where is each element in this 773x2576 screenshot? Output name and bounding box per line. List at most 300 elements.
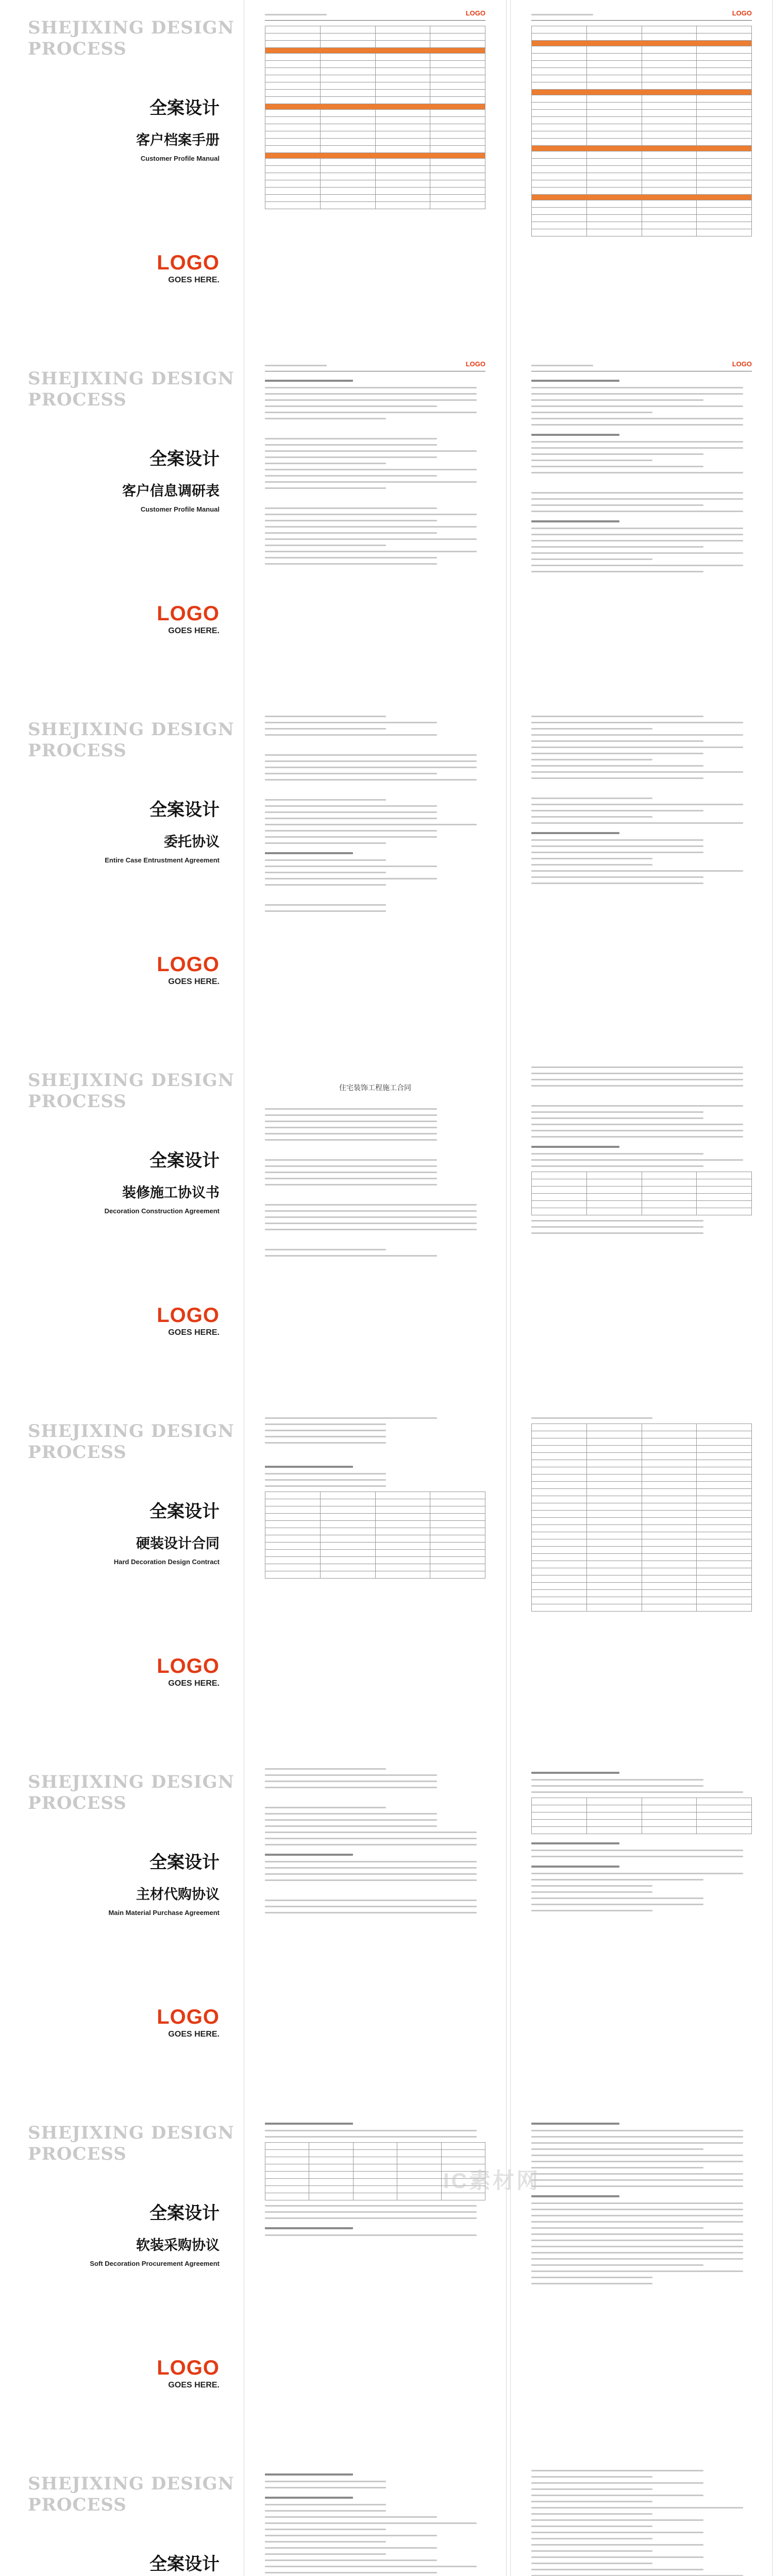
text-line	[531, 565, 743, 566]
table-cell	[320, 54, 375, 61]
table-cell	[532, 139, 587, 146]
table-row	[532, 1208, 752, 1215]
document-page-right	[510, 1754, 773, 2105]
table-cell	[586, 222, 642, 229]
table-cell	[265, 1499, 321, 1506]
table-row	[265, 41, 485, 48]
table-cell	[532, 1539, 587, 1547]
text-line	[531, 771, 743, 773]
text-line	[265, 1912, 477, 1913]
table-cell	[532, 131, 587, 139]
table-cell	[532, 103, 587, 110]
text-line	[531, 1220, 703, 1222]
table-cell	[375, 146, 430, 153]
table-cell	[532, 159, 587, 166]
table-cell	[430, 1499, 485, 1506]
page-content	[531, 1062, 752, 1388]
text-line	[265, 2487, 386, 2488]
text-line	[531, 1904, 703, 1905]
table-cell	[397, 2172, 441, 2179]
table-cell	[697, 1201, 752, 1208]
table-row	[532, 1424, 752, 1431]
cover-subtitle: 软装采购协议	[136, 2238, 220, 2253]
text-line	[531, 418, 743, 419]
table-row	[532, 1460, 752, 1467]
cover-main-title: 全案设计	[149, 2554, 220, 2574]
table-row	[532, 1482, 752, 1489]
table-row	[532, 1604, 752, 1612]
text-line	[265, 842, 386, 844]
table-row	[265, 166, 485, 173]
logo-tagline: GOES HERE.	[168, 2030, 220, 2039]
page-content	[531, 9, 752, 335]
text-line	[265, 904, 386, 906]
text-line	[265, 1781, 437, 1782]
text-line	[531, 552, 743, 554]
text-line	[265, 779, 477, 781]
cover-title-block	[114, 1500, 220, 1566]
table-cell	[532, 1179, 587, 1187]
table-cell	[430, 33, 485, 41]
cover-subtitle: 客户信息调研表	[122, 483, 220, 499]
text-line	[531, 1873, 743, 1874]
text-line	[265, 507, 437, 509]
cover-english-title: Decoration Construction Agreement	[104, 1207, 220, 1215]
cover-heading	[28, 719, 234, 761]
section-heading-line	[531, 380, 619, 382]
cover-main-title: 全案设计	[149, 98, 220, 118]
table-cell	[375, 124, 430, 131]
table-cell	[586, 1820, 642, 1827]
table-row	[532, 46, 752, 54]
cover-english-title: Soft Decoration Procurement Agreement	[90, 2260, 220, 2267]
text-line	[531, 2221, 743, 2223]
table-cell	[586, 1446, 642, 1453]
table-row	[532, 95, 752, 103]
table-row	[532, 1597, 752, 1604]
table-cell	[265, 1514, 321, 1521]
text-line	[265, 2529, 386, 2530]
table-cell	[697, 1438, 752, 1446]
table-cell	[697, 1446, 752, 1453]
table-cell	[532, 1208, 587, 1215]
table-cell	[532, 180, 587, 188]
table-cell	[265, 2157, 309, 2164]
table-row	[532, 222, 752, 229]
table-cell	[642, 1208, 697, 1215]
table-cell	[375, 97, 430, 104]
table-cell	[586, 1590, 642, 1597]
table-cell	[642, 26, 697, 33]
document-page-right	[510, 1403, 773, 1754]
text-line	[265, 716, 386, 717]
text-line	[265, 2211, 477, 2213]
table-row	[265, 2150, 485, 2157]
table-cell	[532, 33, 587, 41]
table-cell	[697, 1475, 752, 1482]
table-cell	[697, 33, 752, 41]
text-line	[265, 2560, 437, 2561]
table-row	[265, 180, 485, 188]
page-header	[531, 360, 752, 371]
table-cell	[430, 1543, 485, 1550]
table-cell	[375, 173, 430, 180]
table-cell	[532, 1820, 587, 1827]
table-cell	[642, 1172, 697, 1179]
table-cell	[309, 2179, 353, 2186]
table-cell	[532, 61, 587, 68]
table-cell	[397, 2179, 441, 2186]
table-row	[532, 1446, 752, 1453]
text-line	[531, 2519, 703, 2521]
text-line	[265, 824, 477, 825]
table-cell	[532, 1172, 587, 1179]
text-line	[265, 1165, 437, 1167]
table-cell	[532, 1575, 587, 1583]
table-band-row	[265, 153, 485, 159]
table-cell	[265, 61, 321, 68]
header-note	[531, 360, 593, 371]
table-cell	[697, 110, 752, 117]
text-line	[265, 520, 437, 521]
section-heading-line	[531, 520, 619, 522]
form-table	[531, 1172, 752, 1215]
text-line	[265, 2510, 386, 2512]
table-cell	[430, 90, 485, 97]
table-cell	[586, 180, 642, 188]
document-page-left	[244, 0, 507, 351]
cover-heading-line1: SHEJIXING DESIGN	[28, 2123, 234, 2143]
text-line	[265, 1787, 437, 1788]
table-row	[532, 1568, 752, 1575]
table-cell	[586, 117, 642, 124]
text-line	[531, 1885, 652, 1887]
table-cell	[586, 139, 642, 146]
table-cell	[586, 1805, 642, 1812]
text-line	[531, 2155, 743, 2156]
table-row	[532, 110, 752, 117]
header-note	[265, 360, 327, 371]
text-line	[265, 767, 477, 768]
text-line	[531, 876, 703, 878]
table-cell	[532, 229, 587, 236]
table-cell	[642, 117, 697, 124]
text-line	[265, 2130, 477, 2131]
text-line	[531, 734, 743, 736]
text-line	[265, 412, 477, 413]
table-cell	[375, 90, 430, 97]
text-line	[265, 910, 386, 912]
text-line	[531, 822, 743, 824]
table-cell	[265, 2193, 309, 2200]
table-row	[532, 208, 752, 215]
table-cell	[697, 124, 752, 131]
table-cell	[532, 1597, 587, 1604]
table-row	[265, 124, 485, 131]
text-line	[265, 551, 477, 552]
table-cell	[375, 1506, 430, 1514]
table-row	[265, 173, 485, 180]
table-cell	[532, 1482, 587, 1489]
table-cell	[697, 1467, 752, 1475]
table-cell	[320, 1550, 375, 1557]
text-line	[265, 538, 477, 540]
table-cell	[697, 1496, 752, 1503]
table-cell	[697, 95, 752, 103]
table-cell	[532, 222, 587, 229]
table-cell	[320, 131, 375, 139]
table-cell	[532, 75, 587, 82]
document-page-left	[244, 2456, 507, 2576]
cover-row	[0, 702, 773, 1053]
text-line	[531, 2569, 703, 2570]
form-table	[531, 1423, 752, 1612]
table-cell	[697, 139, 752, 146]
page-content	[265, 2114, 485, 2441]
text-line	[265, 2572, 437, 2573]
text-line	[265, 1436, 386, 1437]
table-row	[532, 1539, 752, 1547]
table-cell	[375, 1550, 430, 1557]
cover-title-block	[108, 1851, 220, 1917]
table-band	[265, 153, 485, 159]
logo-tagline: GOES HERE.	[168, 2381, 220, 2389]
cover-panel	[0, 702, 242, 1053]
spacer	[531, 478, 752, 487]
header-note	[265, 9, 327, 20]
table-cell	[697, 1518, 752, 1525]
table-cell	[532, 1590, 587, 1597]
table-row	[265, 2157, 485, 2164]
table-row	[532, 1518, 752, 1525]
table-cell	[586, 1575, 642, 1583]
table-row	[532, 131, 752, 139]
table-row	[532, 1812, 752, 1820]
text-line	[531, 441, 743, 443]
text-line	[265, 1204, 477, 1206]
table-row	[532, 124, 752, 131]
table-cell	[697, 173, 752, 180]
table-band-row	[532, 90, 752, 95]
table-cell	[642, 1503, 697, 1511]
cover-title-block	[90, 2202, 220, 2268]
table-cell	[532, 173, 587, 180]
table-cell	[697, 151, 752, 159]
table-row	[265, 97, 485, 104]
table-cell	[430, 188, 485, 195]
text-line	[531, 2556, 703, 2558]
text-line	[531, 1079, 743, 1080]
table-cell	[320, 33, 375, 41]
header-note	[531, 9, 593, 20]
table-cell	[532, 1827, 587, 1834]
text-line	[265, 1139, 437, 1141]
table-row	[265, 26, 485, 33]
text-line	[531, 393, 743, 395]
text-line	[531, 753, 703, 754]
text-line	[531, 1850, 743, 1851]
table-cell	[430, 41, 485, 48]
table-row	[265, 195, 485, 202]
table-cell	[586, 1532, 642, 1539]
table-cell	[532, 1604, 587, 1612]
text-line	[265, 557, 437, 558]
text-line	[531, 1153, 703, 1155]
table-cell	[265, 1557, 321, 1564]
text-line	[531, 839, 703, 841]
cover-heading-line1: SHEJIXING DESIGN	[28, 1772, 234, 1792]
table-cell	[697, 1525, 752, 1532]
table-cell	[586, 200, 642, 208]
table-row	[265, 188, 485, 195]
table-cell	[397, 2150, 441, 2157]
text-line	[265, 799, 386, 801]
table-cell	[375, 1499, 430, 1506]
form-table	[265, 26, 485, 209]
table-cell	[320, 90, 375, 97]
table-cell	[697, 208, 752, 215]
table-row	[265, 1506, 485, 1514]
spacer	[265, 890, 485, 900]
table-cell	[642, 1467, 697, 1475]
logo-text: LOGO	[157, 251, 220, 274]
table-row	[265, 33, 485, 41]
table-cell	[697, 1194, 752, 1201]
table-cell	[697, 1547, 752, 1554]
table-cell	[586, 1475, 642, 1482]
table-cell	[375, 1492, 430, 1499]
text-line	[265, 1873, 477, 1875]
table-cell	[532, 1489, 587, 1496]
table-cell	[265, 1521, 321, 1528]
cover-heading-line1: SHEJIXING DESIGN	[28, 368, 234, 389]
table-band	[532, 41, 752, 46]
table-cell	[642, 46, 697, 54]
text-line	[531, 504, 703, 506]
text-line	[265, 514, 477, 515]
cover-subtitle: 硬装设计合同	[136, 1536, 220, 1552]
table-cell	[586, 1597, 642, 1604]
table-cell	[430, 1514, 485, 1521]
header-note-line	[531, 14, 593, 15]
table-cell	[532, 117, 587, 124]
table-cell	[532, 124, 587, 131]
table-cell	[430, 202, 485, 209]
table-cell	[697, 117, 752, 124]
table-row	[532, 1805, 752, 1812]
text-line	[531, 498, 743, 500]
text-line	[531, 2252, 743, 2253]
cover-subtitle: 装修施工协议书	[122, 1185, 220, 1201]
table-row	[532, 1201, 752, 1208]
text-line	[531, 870, 743, 872]
text-line	[265, 734, 437, 736]
table-row	[265, 68, 485, 75]
cover-heading-line2: PROCESS	[28, 1091, 127, 1112]
table-row	[532, 180, 752, 188]
table-cell	[697, 1187, 752, 1194]
table-cell	[430, 1521, 485, 1528]
text-line	[265, 1121, 437, 1122]
section-heading-line	[265, 2123, 353, 2125]
table-cell	[375, 180, 430, 188]
page-content	[265, 1062, 485, 1388]
header-note-line	[265, 365, 327, 366]
text-line	[531, 2167, 703, 2168]
text-line	[265, 1879, 477, 1881]
text-line	[531, 2258, 743, 2260]
text-line	[531, 1417, 652, 1419]
table-cell	[430, 146, 485, 153]
section-heading-line	[265, 852, 353, 854]
table-row	[532, 1438, 752, 1446]
text-line	[265, 1485, 386, 1487]
text-line	[265, 2234, 477, 2236]
table-cell	[586, 1518, 642, 1525]
table-row	[265, 1557, 485, 1564]
text-line	[265, 836, 437, 838]
table-row	[532, 139, 752, 146]
cover-logo	[157, 954, 220, 987]
table-cell	[697, 1172, 752, 1179]
table-cell	[353, 2172, 397, 2179]
text-line	[531, 2185, 743, 2187]
table-cell	[642, 215, 697, 222]
header-logo: LOGO	[465, 360, 485, 368]
cover-row	[0, 2105, 773, 2456]
cover-logo	[157, 252, 220, 285]
table-row	[532, 229, 752, 236]
table-cell	[265, 166, 321, 173]
text-line	[531, 2538, 652, 2539]
cover-main-title: 全案设计	[149, 2203, 220, 2224]
table-cell	[586, 1827, 642, 1834]
table-cell	[642, 1597, 697, 1604]
table-cell	[532, 1525, 587, 1532]
table-cell	[265, 90, 321, 97]
spacer	[265, 1886, 485, 1895]
table-cell	[586, 54, 642, 61]
table-cell	[320, 180, 375, 188]
table-cell	[697, 131, 752, 139]
text-line	[531, 777, 703, 779]
table-cell	[375, 188, 430, 195]
text-line	[531, 1066, 743, 1068]
table-cell	[586, 1547, 642, 1554]
table-row	[532, 1503, 752, 1511]
cover-heading	[28, 18, 234, 60]
table-cell	[532, 1532, 587, 1539]
table-cell	[697, 75, 752, 82]
table-band-row	[532, 41, 752, 46]
text-line	[265, 1861, 477, 1862]
cover-panel	[0, 2105, 242, 2456]
document-page-left	[244, 702, 507, 1053]
table-cell	[532, 215, 587, 222]
cover-english-title: Customer Profile Manual	[140, 505, 220, 513]
cover-heading	[28, 1421, 234, 1463]
cover-heading	[28, 1772, 234, 1814]
text-line	[265, 1832, 477, 1833]
table-cell	[265, 33, 321, 41]
table-cell	[642, 188, 697, 195]
table-cell	[532, 1568, 587, 1575]
cover-title-block	[136, 97, 220, 163]
table-cell	[532, 188, 587, 195]
text-line	[531, 2246, 743, 2247]
text-line	[265, 1473, 386, 1475]
header-logo: LOGO	[732, 9, 752, 17]
